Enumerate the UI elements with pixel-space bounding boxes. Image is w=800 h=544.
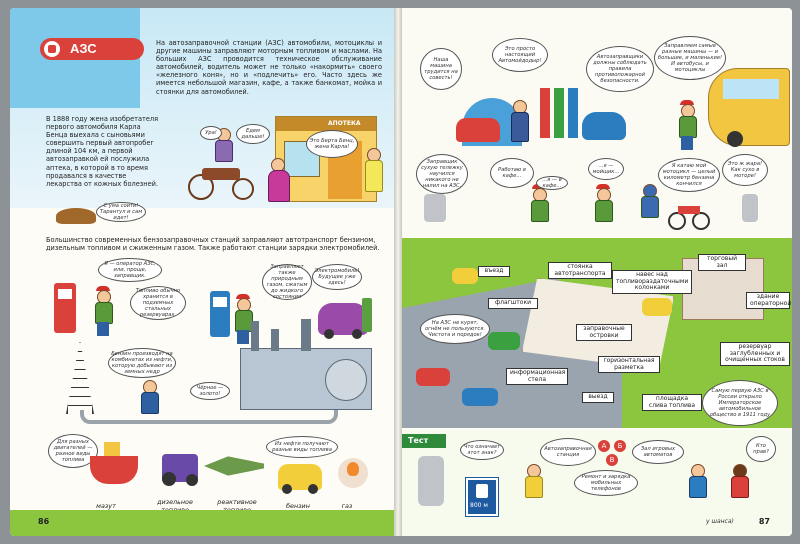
pump-icon [44,41,60,57]
page-number-right: 87 [758,517,770,526]
bubble-working: Работаю в кафе... [490,158,534,188]
bubble-oil-products: Из нефти получают разные виды топлива [266,436,338,458]
book-spine [394,8,402,536]
bubble-ura: Ура! [200,126,222,140]
pipeline [80,410,338,424]
test-title: Тест [408,436,429,445]
stove-icon [338,458,368,488]
fuel-label-mazut: мазут [96,502,116,510]
bubble-me2: ...я — мойщик... [588,158,624,180]
map-label-flagpoles: флагштоки [488,298,538,309]
bottom-band [10,510,394,536]
page-number-left: 86 [38,517,50,526]
small-robot [742,194,758,222]
pump-station [540,78,580,138]
answer-note: у шанса) [706,518,734,525]
jet-icon [204,454,264,478]
shop-sign: АПОТЕКА [328,120,361,127]
fuel-label-benzin: бензин [286,502,310,510]
fuel-label-gas: газ [341,502,353,510]
intro-text: На автозаправочной станции (АЗС) автомобили, мотоциклы и другие машины заправляют моторным топливом и маслами. На больших АЗС проводится техническое обслуживание автомобилей, водитель может не только «накормить» своего «железного коня», но и «подлечить» его. Часто здесь же имеется небольшой магазин, кафе, а также банкомат, мойка и стоянки для автомобилей. [156,39,382,96]
charger-post [362,298,372,332]
oil-derrick [66,340,94,414]
motorcycle [668,202,708,226]
bubble-edem: Едем дальше! [236,124,270,144]
map-car-3 [416,368,450,386]
bubble-test-q: Что означает этот знак? [460,440,504,460]
bubble-diesel: Для разных двигателей — разное виды топлива [48,434,98,468]
vintage-car [188,158,258,198]
gas-station-sign [466,478,498,516]
bubble-piping: Чёрное — золото! [190,382,230,400]
bubble-hot: Это ж жара! Как сухо в моторе! [722,154,768,186]
map-car-5 [642,298,672,316]
history-text: В 1888 году жена изобретателя первого автомобиля Карла Бенца выехала с сыновьями совершить первый автопробег длиной 104 км, а первой автозаправкой ей послужила аптека, в которой в то время продавался в качестве лекарства от кожных болезней. [46,115,159,188]
letter-a: А [598,440,610,452]
right-page [402,8,792,536]
left-page [10,8,394,536]
test-option-a: Автозаправочная станция [540,438,596,466]
red-car [456,118,500,142]
bubble-electro: Электромобиль! Будущее уже здесь! [312,264,362,290]
refinery [240,348,372,410]
bubble-gadget: Я катаю мой мотоцикл — целый километр бензина кончился [658,158,720,192]
map-label-info: информационная стела [506,368,568,385]
test-option-b: Зал игровых автоматов [632,440,684,464]
map-label-tanks: резервуар заглубленных и очищенных стоков [720,342,790,366]
yellow-bus [708,68,790,146]
bubble-fossil: С ума сойти! Тарантул и сам идет! [96,202,146,222]
bubble-operator: Я — оператор АЗС, или, проще, заправщик. [98,258,162,282]
sign-distance: 800 м [470,502,488,509]
bubble-berta: Это Берта Бенц, жена Карла! [306,130,358,158]
map-label-building: здание операторной [746,292,790,309]
bubble-car-wash: Наша машина трудится на совесть! [420,48,462,90]
test-option-c: Ремонт и зарядка мобильных телефонов [574,470,638,496]
fuel-label-diesel: дизельное [157,498,193,506]
bubble-oldest: Самую первую АЗС в России открыло Императорское автомобильное общество в 1911 году [702,380,778,426]
map-label-entry: въезд [478,266,510,277]
map-car-1 [452,268,478,284]
fuel-pump-red [54,283,76,333]
bubble-gas: Заправляют также природным газом, сжатым до жидкого состояния [262,264,312,300]
bubble-simple: Это просто настоящий Автомойдодыр! [492,38,548,72]
map-label-horizontal: горизонтальная разметка [598,356,660,373]
title-badge [40,38,144,60]
bubble-who: Кто прав? [746,436,776,462]
electric-car [318,303,368,335]
map-car-4 [462,388,498,406]
test-header [402,434,446,448]
bubble-canopy: Автозаправщики должны соблюдать правила противопожарной безопасности. [586,46,654,92]
bubble-robot: Заправщик сухую тележку научился никакого не налил на АЗС. [416,154,468,194]
map-label-canopy: навес над топливораздаточными колонками [612,270,692,294]
blue-car [582,112,626,140]
ship-icon [90,456,138,484]
pharmacy-shop [275,116,377,202]
bubble-different: Заправляем самые разные машины — и большие, и маленькие! И автобусы, и мотоциклы [654,36,726,80]
robot-figure [418,456,444,506]
fossil-shape [56,208,96,224]
map-label-parking: стоянка автотранспорта [548,262,612,279]
car-icon [278,464,322,490]
bubble-refinery: Бензин производят на комбинатах из нефти, которую добывают из земных недр [108,348,176,378]
bubble-rules: На АЗС не курят, огнём не пользуются. Чистота и порядок! [420,314,490,344]
tractor-icon [162,454,198,482]
map-label-exit: выезд [582,392,614,403]
map-label-spillway: площадка слива топлива [642,394,702,411]
fuel-pump-blue [210,291,230,337]
map-label-islands: заправочные островки [576,324,632,341]
section-text: Большинство современных бензозаправочных станций заправляют автотранспорт бензином, дизельным топливом и сжиженным газом. Также работают станции зарядки электромобилей. [46,236,380,253]
map-label-trading: торговый зал [698,254,746,271]
letter-c: В [606,454,618,466]
bubble-me: ...я — в кафе... [536,176,568,190]
page-title: АЗС [70,41,97,56]
fuel-label-jet: реактивное [217,498,257,506]
map-car-2 [488,332,520,350]
bubble-fuel-hidden: Топливо обычно хранится в подземных стальных резервуарах. [130,286,186,320]
letter-b: Б [614,440,626,452]
robot-dog [424,194,446,222]
